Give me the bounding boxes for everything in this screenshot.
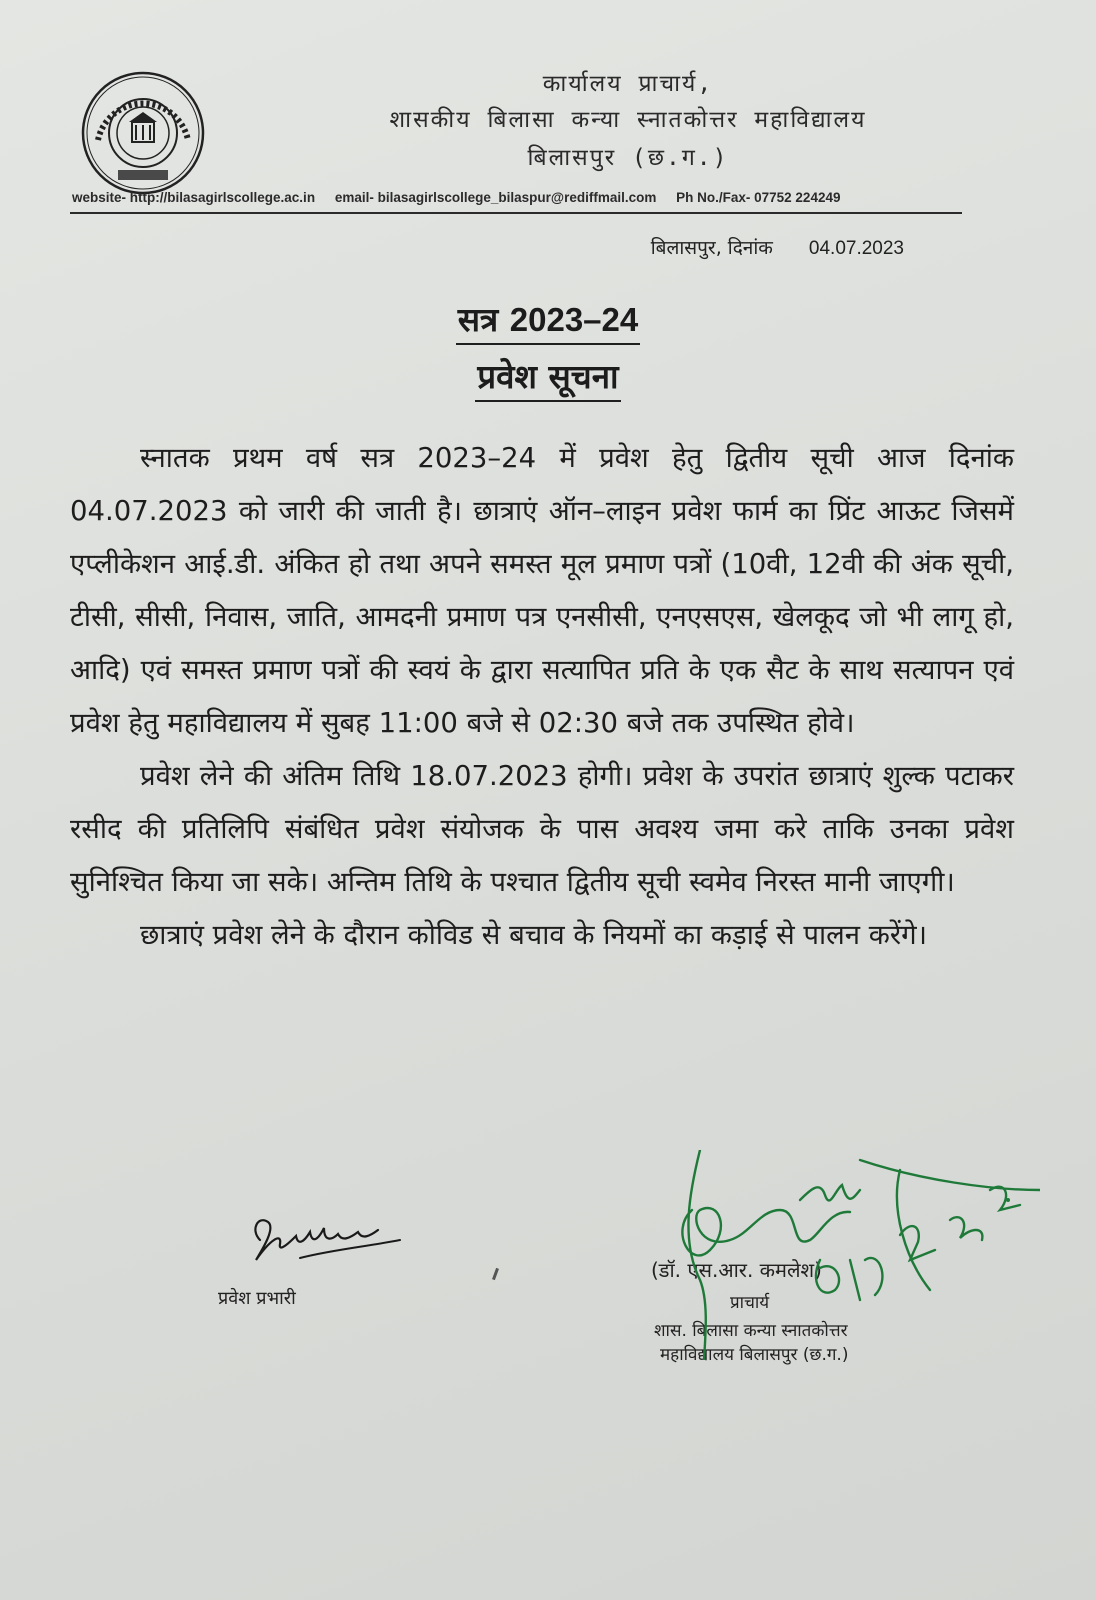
header-divider xyxy=(70,212,962,214)
stray-ink-mark xyxy=(492,1268,499,1280)
email-link[interactable]: email- bilasagirlscollege_bilaspur@rediffmail.com xyxy=(334,190,657,205)
admission-incharge-label: प्रवेश प्रभारी xyxy=(218,1288,296,1309)
paragraph-last-date: प्रवेश लेने की अंतिम तिथि 18.07.2023 होगी। प्रवेश के उपरांत छात्राएं शुल्क पटाकर रसीद की प्रतिलिपि संबंधित प्रवेश संयोजक के पास अवश्य जमा करे ताकि उनका प्रवेश सुनिश्चित किया जा सके। अन्तिम तिथि के पश्चात द्वितीय सूची स्वमेव निरस्त मानी जाएगी। xyxy=(70,760,1014,898)
paragraph-covid-rules: छात्राएं प्रवेश लेने के दौरान कोविड से बचाव के नियमों का कड़ाई से पालन करेंगे। xyxy=(140,919,928,951)
session-year: 2023–24 xyxy=(509,301,639,338)
principal-role: प्राचार्य xyxy=(730,1293,770,1313)
principal-institution-line2: महाविद्यालय बिलासपुर (छ.ग.) xyxy=(660,1345,849,1365)
phone-number: Ph No./Fax- 07752 224249 xyxy=(676,190,841,205)
date-value: 04.07.2023 xyxy=(808,238,904,259)
college-heading: शासकीय बिलासा कन्या स्नातकोत्तर महाविद्यालय xyxy=(389,107,867,133)
session-word: सत्र xyxy=(457,300,499,339)
contact-row xyxy=(72,190,952,205)
notice-body xyxy=(70,432,1014,962)
website-link[interactable]: website- http://bilasagirlscollege.ac.in xyxy=(72,190,316,205)
paragraph-admission-list: स्नातक प्रथम वर्ष सत्र 2023–24 में प्रवेश हेतु द्वितीय सूची आज दिनांक 04.07.2023 को जारी की जाती है। छात्राएं ऑन–लाइन प्रवेश फार्म का प्रिंट आऊट जिसमें एप्लीकेशन आई.डी. अंकित हो तथा अपने समस्त मूल प्रमाण पत्रों (10वी, 12वी की अंक सूची, टीसी, सीसी, निवास, जाति, आमदनी प्रमाण पत्र एनसीसी, एनएसएस, खेलकूद जो भी लागू हो, आदि) एवं समस्त प्रमाण पत्रों की स्वयं के द्वारा सत्यापित प्रति के एक सैट के साथ सत्यापन एवं प्रवेश हेतु महाविद्यालय में सुबह 11:00 बजे से 02:30 बजे तक उपस्थित होवे। xyxy=(70,442,1014,739)
date-place: बिलासपुर, दिनांक xyxy=(650,237,773,259)
office-heading: कार्यालय प्राचार्य, xyxy=(542,71,714,97)
admission-incharge-signature xyxy=(240,1210,410,1272)
principal-signature xyxy=(660,1150,1040,1360)
notice-title xyxy=(0,353,1096,402)
principal-institution-line1: शास. बिलासा कन्या स्नातकोत्तर xyxy=(654,1321,848,1341)
city-heading: बिलासपुर (छ.ग.) xyxy=(527,145,729,171)
signature-dot xyxy=(1006,1198,1010,1202)
session-title xyxy=(0,296,1096,345)
principal-name: (डॉ. एस.आर. कमलेश) xyxy=(651,1258,822,1282)
date-line xyxy=(651,234,904,260)
notice-title-text: प्रवेश सूचना xyxy=(475,353,620,402)
